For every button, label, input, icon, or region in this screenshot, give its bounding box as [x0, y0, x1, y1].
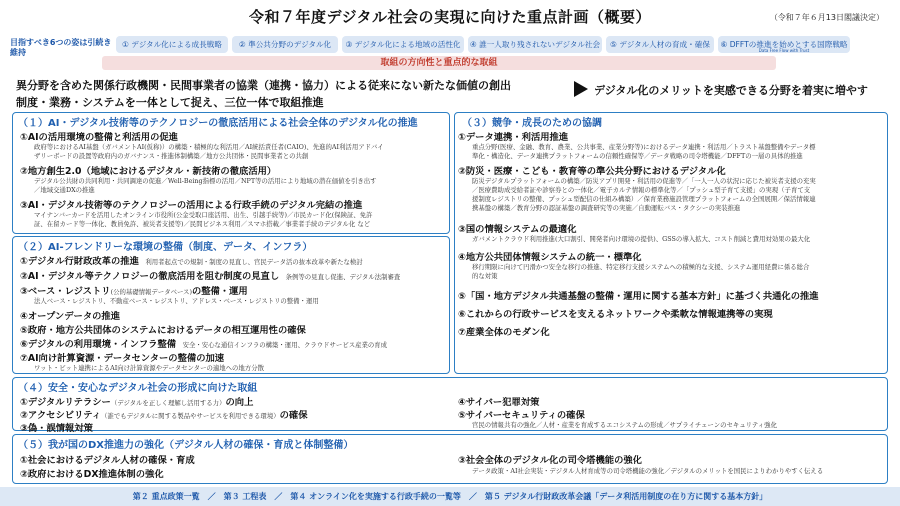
s5-item-3: ③社会全体のデジタル化の司令塔機能の強化	[458, 455, 642, 466]
s2-item-1-label: ①デジタル行財政改革の推進	[20, 256, 139, 267]
goal-pill-2	[232, 36, 338, 53]
s3-item-3-desc: ガバメントクラウド利用推進(大口割引、開発者向け環境の提供)、GSSの導入拡大、コスト削減と費用対効果の最大化	[472, 235, 811, 243]
s2-item-7-desc: ワット・ビット連携によるAI向け計算資源やデータセンターの適地への地方分散	[34, 364, 264, 372]
s2-item-3-label: ③ベース・レジストリ	[20, 286, 111, 297]
section-2-title: （２）AI-フレンドリーな環境の整備（制度、データ、インフラ）	[18, 242, 313, 253]
lead-line-2: 制度・業務・システムを一体として捉え、三位一体で取組推進	[16, 96, 324, 109]
s3-item-1-desc: 重点分野(医療、金融、教育、農業、公共事業、産業分野等)におけるデータ連携・利活用／トラスト基盤整備やデータ標	[472, 143, 816, 151]
s3-item-4-desc: 的な対策	[472, 272, 498, 280]
s3-item-2-desc: 援制度レジストリの整備、プッシュ型配信の仕組み構築）／保育業務施設管理プラットフォームの全国展開／保活情報連	[472, 195, 816, 203]
s3-item-4: ④地方公共団体情報システムの統一・標準化	[458, 252, 642, 263]
s3-item-2-desc: 防災デジタルプラットフォームの構築／防災アプリ開発・利活用の促進等／「一人一人の状況に応じた被災者支援の充実	[472, 177, 816, 185]
s1-item-2: ②地方創生2.0（地域におけるデジタル・新技術の徹底活用）	[20, 166, 277, 177]
s2-item-6-label: ⑥デジタルの利用環境・インフラ整備	[20, 339, 177, 350]
s4-item-5: ⑤サイバーセキュリティの確保	[458, 410, 585, 421]
goal-label: ⑥ DFFTの推進を始めとする国際戦略	[720, 40, 848, 49]
goal-pill-5	[606, 36, 714, 53]
section-5-title: （５）我が国のDX推進力の強化（デジタル人材の確保・育成と体制整備）	[18, 440, 354, 451]
s2-item-4: ④オープンデータの推進	[20, 311, 121, 322]
goal-label: ② 準公共分野のデジタル化	[238, 40, 332, 49]
s1-item-2-desc: デジタル公共財の共同利用・共同調達の促進／Well-Being指標の活用／NPT等の活用により地域の潜在価値を引き出す	[34, 177, 377, 185]
s1-item-2-desc: ／地域交通DXの推進	[34, 186, 95, 194]
s1-item-3: ③AI・デジタル技術等のテクノロジーの活用による行政手続のデジタル完結の推進	[20, 200, 363, 211]
s1-item-3-desc: マイナンバーカードを活用したオンライン市役所(公金受取口座活用、出生、引越手続等)／市民カード化(保険証、免許	[34, 211, 373, 219]
s2-item-6-note: 安全・安心な通信インフラの構築・運用、クラウドサービス産業の育成	[182, 341, 388, 349]
s4-item-1	[20, 394, 253, 408]
s4-item-4: ④サイバー犯罪対策	[458, 397, 540, 408]
s3-item-2-desc: 携基盤の構築／教育分野の認証基盤の調査研究等の実施／自動運転バス・タクシーの実装推進	[472, 204, 741, 212]
s5-item-1: ①社会におけるデジタル人材の確保・育成	[20, 455, 195, 466]
goal-pill-3	[342, 36, 464, 53]
s3-item-1-desc: 準化・構造化、データ連携プラットフォームの信頼性確保等／データ戦略の司令塔機能／DFFTの一層の具体的推進	[472, 152, 803, 160]
s3-item-6: ⑥これからの行政サービスを支えるネットワークや柔軟な情報連携等の実現	[458, 309, 773, 320]
goal-label: ④ 誰一人取り残されないデジタル社会	[469, 40, 601, 49]
goal-pill-1	[116, 36, 228, 53]
s2-item-2-label: ②AI・デジタル等テクノロジーの徹底活用を阻む制度の見直し	[20, 271, 280, 282]
s2-item-6	[20, 336, 387, 350]
s1-item-1-desc: ザリーボードの設置等政府内のガバナンス・推進体制構築／地方公共団体・民間事業者との共創	[34, 152, 309, 160]
s1-item-3-desc: 証、在留カード等一体化、教員免許、被災者支援等)／民間ビジネス利用／スマホ搭載／事業者手続のデジタル化 など	[34, 220, 371, 228]
s3-item-2: ②防災・医療・こども・教育等の準公共分野におけるデジタル化	[458, 166, 726, 177]
goal-sublabel: Data Free Flow with Trust	[758, 48, 810, 53]
direction-band: 取組の方向性と重点的な取組	[102, 56, 776, 70]
s1-item-1: ①AIの活用環境の整備と利活用の促進	[20, 132, 178, 143]
s2-item-5: ⑤政府・地方公共団体のシステムにおけるデータの相互運用性の確保	[20, 325, 306, 336]
s3-item-1: ①データ連携・利活用推進	[458, 132, 569, 143]
s2-item-3	[20, 283, 248, 297]
s1-item-1-desc: 政府等におけるAI基盤（ガバメントAI(仮称)）の構築・積極的な利活用／AI統括責任者(CAIO)、先進的AI利活用アドバイ	[34, 143, 384, 151]
s3-item-4-desc: 移行期限に向けて円滑かつ安全な移行の推進、特定移行支援システムへの積極的な支援、システム運用経費に係る総合	[472, 263, 810, 271]
s2-item-3-note: (公的基礎情報データベース)	[110, 288, 192, 296]
section-4-title: （４）安全・安心なデジタル社会の形成に向けた取組	[18, 383, 258, 394]
s2-item-1-note: 利用者起点での規制・制度の見直し、官民データ活の抜本改革や新たな検討	[145, 258, 363, 266]
s2-item-2	[20, 268, 400, 282]
s4-item-2-label: ②アクセシビリティ	[20, 410, 102, 421]
s2-item-1	[20, 253, 363, 267]
s3-item-3: ③国の情報システムの最適化	[458, 224, 577, 235]
goals-label: 目指すべき6つの姿は引続き維持	[10, 38, 112, 57]
section-3-title: （３）競争・成長のための協調	[462, 118, 602, 129]
s4-item-1-label: ①デジタルリテラシー	[20, 397, 111, 408]
s4-item-5-desc: 官民の情報共有の強化／人材・産業を育成するエコシステムの形成／サプライチェーンのセキュリティ強化	[472, 421, 777, 429]
s2-item-2-note: 条例等の見直し促進、デジタル法制審査	[285, 273, 401, 281]
footer-links: 第２ 重点政策一覧 ／ 第３ 工程表 ／ 第４ オンライン化を実施する行政手続の一覧等 ／ 第５ デジタル行財政改革会議「データ利活用制度の在り方に関する基本方針」	[0, 487, 900, 506]
decision-date: （令和７年６月13日閣議決定）	[769, 13, 884, 22]
section-1-title: （１）AI・デジタル技術等のテクノロジーの徹底活用による社会全体のデジタル化の推進	[18, 118, 418, 129]
s4-item-1-suffix: の向上	[225, 397, 254, 408]
right-arrow-icon	[574, 81, 588, 97]
goal-label: ⑤ デジタル人材の育成・確保	[610, 40, 710, 49]
s4-item-2-note: （誰でもデジタルに関する製品やサービスを利用できる環境）	[101, 412, 280, 420]
s4-item-1-note: （デジタルを正しく理解し活用する力）	[110, 399, 226, 407]
goal-label: ① デジタル化による成長戦略	[122, 40, 222, 49]
lead-result: デジタル化のメリットを実感できる分野を着実に増やす	[594, 84, 868, 97]
lead-line-1: 異分野を含めた関係行政機関・民間事業者の協業（連携・協力）による従来にない新たな価値の創出	[16, 79, 511, 92]
s4-item-3: ③偽・誤情報対策	[20, 423, 93, 434]
s2-item-3-desc: 法人ベース・レジストリ、不動産ベース・レジストリ、アドレス・ベース・レジストリの整備・運用	[34, 297, 319, 305]
s4-item-2	[20, 407, 308, 421]
goal-pill-6	[718, 36, 850, 53]
s3-item-2-desc: ／医療費助成受給者証や診察券との一体化／電子カルテ情報の標準化等／「プッシュ型子育て支援」の実現（子育て支	[472, 186, 811, 194]
page-title: 令和７年度デジタル社会の実現に向けた重点計画（概要）	[248, 8, 652, 26]
s5-item-2: ②政府におけるDX推進体制の強化	[20, 469, 164, 480]
s3-item-5: ⑤「国・地方デジタル共通基盤の整備・運用に関する基本方針」に基づく共通化の推進	[458, 291, 819, 302]
s2-item-3-suffix: の整備・運用	[191, 286, 248, 297]
goal-label: ③ デジタル化による地域の活性化	[345, 40, 461, 49]
s3-item-7: ⑦産業全体のモダン化	[458, 327, 550, 338]
s2-item-7: ⑦AI向け計算資源・データセンターの整備の加速	[20, 353, 225, 364]
s5-item-3-desc: データ政策・AI社会実装・デジタル人材育成等の司令塔機能の強化／デジタルのメリットを国民によりわかりやすく伝える	[472, 467, 824, 475]
s4-item-2-suffix: の確保	[279, 410, 308, 421]
goal-pill-4	[468, 36, 602, 53]
